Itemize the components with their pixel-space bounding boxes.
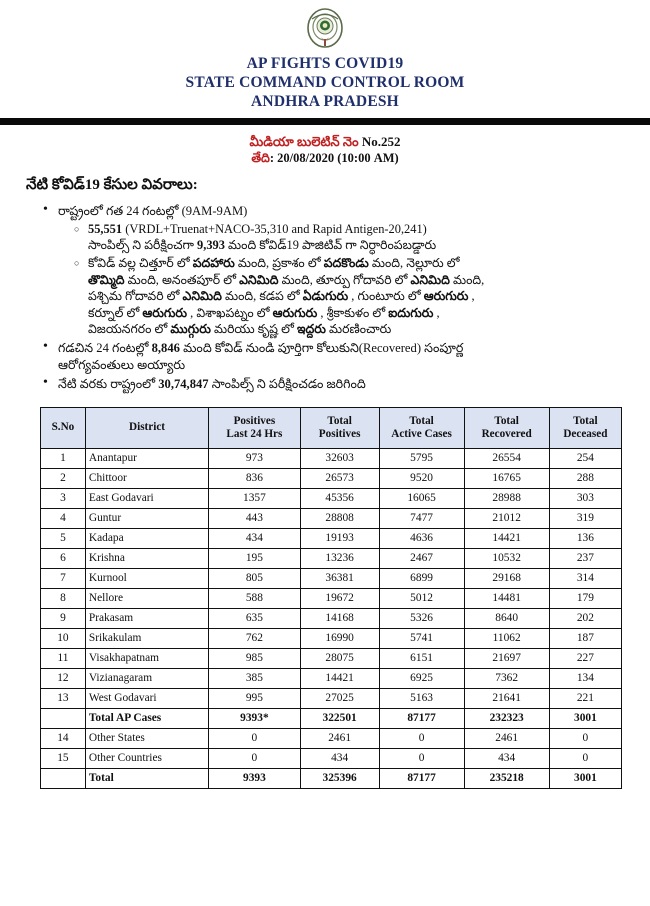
deaths-l5-b: మరియు కృష్ణ లో (213, 321, 294, 336)
cell-sno (41, 768, 86, 788)
deaths-l4-b: , విశాఖపట్నం లో (190, 305, 270, 320)
cell-total-deceased: 3001 (549, 768, 621, 788)
deaths-nellore: తొమ్మిది (88, 272, 125, 287)
deaths-srikakulam: ఐదుగురు (388, 305, 434, 320)
cell-positives-24hrs: 836 (209, 468, 300, 488)
bullet-item-total-samples (58, 376, 628, 393)
cell-total-deceased: 3001 (549, 708, 621, 728)
table-row (41, 588, 622, 608)
cell-total-active: 5741 (379, 628, 464, 648)
deaths-l2-a: మంది, అనంతపూర్ లో (127, 272, 236, 287)
cell-sno: 4 (41, 508, 86, 528)
cell-sno: 14 (41, 728, 86, 748)
cell-total-positives: 2461 (300, 728, 379, 748)
bulletin-number: No.252 (361, 134, 401, 149)
cell-positives-24hrs: 1357 (209, 488, 300, 508)
cell-total-deceased: 227 (549, 648, 621, 668)
recovered-count: 8,846 (151, 341, 180, 356)
cell-total-deceased: 288 (549, 468, 621, 488)
table-header-row (41, 407, 622, 448)
header-line-2: STATE COMMAND CONTROL ROOM (185, 74, 465, 91)
cell-district: Kurnool (85, 568, 208, 588)
bulletin-number-line (0, 133, 650, 150)
cell-total-active: 4636 (379, 528, 464, 548)
deaths-vizianagaram: ముగ్గురు (170, 321, 211, 336)
cell-total-positives: 19672 (300, 588, 379, 608)
cell-total-positives: 36381 (300, 568, 379, 588)
total-samples-b: సాంపిల్స్ ని పరీక్షించడం జరిగింది (211, 377, 366, 392)
positive-count: 9,393 (197, 237, 225, 252)
cell-total-active: 16065 (379, 488, 464, 508)
bulletin-date-line (0, 150, 650, 167)
bulletin-date-colon: : (269, 151, 278, 165)
deaths-l3-d: , (471, 289, 475, 304)
cell-district: Nellore (85, 588, 208, 608)
cell-total-deceased: 221 (549, 688, 621, 708)
cell-total-active: 7477 (379, 508, 464, 528)
cell-positives-24hrs: 9393 (209, 768, 300, 788)
cell-total-recovered: 11062 (464, 628, 549, 648)
cell-total-active: 5163 (379, 688, 464, 708)
col-header-total-recovered (464, 407, 549, 448)
andhra-pradesh-state-emblem-icon (302, 6, 348, 52)
cell-district: Visakhapatnam (85, 648, 208, 668)
col-header-total-recovered-l1: Total (494, 414, 519, 427)
sub-bullet-deaths-by-district (88, 255, 628, 337)
cell-positives-24hrs: 434 (209, 528, 300, 548)
deaths-west-godavari: ఎనిమిది (182, 289, 222, 304)
bulletin-label: మీడియా బులెటిన్ నెం (249, 134, 359, 149)
cell-sno: 6 (41, 548, 86, 568)
cell-total-positives: 27025 (300, 688, 379, 708)
header-line-1: AP FIGHTS COVID19 (246, 55, 404, 72)
table-head (41, 407, 622, 448)
bullet-item-24hrs (58, 203, 628, 337)
deaths-east-godavari: ఎనిమిది (410, 272, 450, 287)
header-line-3: ANDHRA PRADESH (251, 93, 399, 110)
table-row (41, 488, 622, 508)
col-header-total-positives (300, 407, 379, 448)
col-header-positives-24hrs (209, 407, 300, 448)
district-table-container (0, 407, 650, 789)
cell-total-positives: 14421 (300, 668, 379, 688)
deaths-chittoor: పదహారు (192, 256, 235, 271)
cell-total-recovered: 14481 (464, 588, 549, 608)
cell-total-recovered: 434 (464, 748, 549, 768)
cell-total-positives: 28075 (300, 648, 379, 668)
district-covid-table (40, 407, 622, 789)
cell-positives-24hrs: 985 (209, 648, 300, 668)
col-header-total-positives-l1: Total (327, 414, 352, 427)
cell-total-active: 5795 (379, 448, 464, 468)
cell-total-recovered: 232323 (464, 708, 549, 728)
cell-sno: 10 (41, 628, 86, 648)
cell-total-positives: 19193 (300, 528, 379, 548)
cell-total-active: 9520 (379, 468, 464, 488)
cell-total-positives: 32603 (300, 448, 379, 468)
col-header-total-active-l2: Active Cases (391, 427, 452, 440)
bulletin-info (0, 133, 650, 167)
cell-total-recovered: 21012 (464, 508, 549, 528)
deaths-guntur: ఆరుగురు (423, 289, 469, 304)
cell-total-deceased: 202 (549, 608, 621, 628)
cell-total-recovered: 235218 (464, 768, 549, 788)
bullet-list-level-2 (58, 221, 628, 338)
cell-positives-24hrs: 0 (209, 728, 300, 748)
cell-total-recovered: 10532 (464, 548, 549, 568)
cell-total-active: 0 (379, 728, 464, 748)
cell-total-recovered: 7362 (464, 668, 549, 688)
cell-total-active: 87177 (379, 768, 464, 788)
cell-sno: 12 (41, 668, 86, 688)
col-header-total-deceased (549, 407, 621, 448)
col-header-total-recovered-l2: Recovered (481, 427, 532, 440)
cell-sno: 3 (41, 488, 86, 508)
body-content (0, 167, 650, 393)
deaths-l5-a: విజయనగరం లో (88, 321, 168, 336)
cell-total-active: 2467 (379, 548, 464, 568)
col-header-district: District (85, 407, 208, 448)
cell-positives-24hrs: 805 (209, 568, 300, 588)
table-row (41, 688, 622, 708)
cell-district: Other Countries (85, 748, 208, 768)
bullet-list-level-1 (26, 203, 628, 337)
bullet-24hrs-text: • రాష్ట్రంలో గత 24 గంటల్లో (9AM-9AM) (58, 204, 248, 218)
cell-district: Total (85, 768, 208, 788)
samples-breakdown: (VRDL+Truenat+NACO-35,310 and Rapid Antigen-20,241) (125, 221, 427, 236)
cell-total-deceased: 319 (549, 508, 621, 528)
page-header (0, 0, 650, 125)
cell-total-deceased: 187 (549, 628, 621, 648)
cell-sno: 15 (41, 748, 86, 768)
cell-total-deceased: 0 (549, 728, 621, 748)
cell-sno: 2 (41, 468, 86, 488)
deaths-visakhapatnam: ఆరుగురు (272, 305, 318, 320)
deaths-l4-a: కర్నూల్ లో (88, 305, 140, 320)
cell-total-deceased: 0 (549, 748, 621, 768)
samples-tested-count: 55,551 (88, 221, 123, 236)
cell-sno: 7 (41, 568, 86, 588)
cell-positives-24hrs: 385 (209, 668, 300, 688)
table-row (41, 668, 622, 688)
table-row (41, 528, 622, 548)
total-samples-count: 30,74,847 (158, 377, 209, 392)
samples-line2-b: మంది కోవిడ్19 పాజిటివ్ గా నిర్ధారింపబడ్డారు (228, 237, 437, 252)
cell-total-deceased: 254 (549, 448, 621, 468)
deaths-l1-b: మంది, ప్రకాశం లో (237, 256, 321, 271)
table-row (41, 468, 622, 488)
cell-sno: 8 (41, 588, 86, 608)
cell-sno: 13 (41, 688, 86, 708)
cell-total-positives: 14168 (300, 608, 379, 628)
cell-total-recovered: 21641 (464, 688, 549, 708)
cell-district: Total AP Cases (85, 708, 208, 728)
cell-district: Vizianagaram (85, 668, 208, 688)
cell-positives-24hrs: 0 (209, 748, 300, 768)
cell-total-active: 6151 (379, 648, 464, 668)
cell-positives-24hrs: 9393* (209, 708, 300, 728)
table-body (41, 448, 622, 788)
col-header-sno: S.No (41, 407, 86, 448)
cell-sno: 5 (41, 528, 86, 548)
table-row (41, 448, 622, 468)
deaths-prakasam: పదకొండు (323, 256, 369, 271)
col-header-total-positives-l2: Positives (318, 427, 361, 440)
table-row (41, 608, 622, 628)
deaths-l3-b: మంది, కడప లో (225, 289, 300, 304)
deaths-l1-a: కోవిడ్ వల్ల చిత్తూర్ లో (88, 256, 190, 271)
bullet-item-recovered (58, 340, 628, 373)
cell-total-recovered: 28988 (464, 488, 549, 508)
cell-positives-24hrs: 762 (209, 628, 300, 648)
cell-total-positives: 434 (300, 748, 379, 768)
cell-total-deceased: 134 (549, 668, 621, 688)
cell-total-positives: 322501 (300, 708, 379, 728)
col-header-total-deceased-l1: Total (573, 414, 598, 427)
total-samples-a: నేటి వరకు రాష్ట్రంలో (58, 377, 156, 392)
cell-sno: 9 (41, 608, 86, 628)
col-header-total-active-l1: Total (409, 414, 434, 427)
recovered-c: ఆరోగ్యవంతులు అయ్యారు (58, 357, 186, 372)
cell-district: Guntur (85, 508, 208, 528)
recovered-b: మంది కోవిడ్ నుండి పూర్తిగా కోలుకుని(Recovered) సంపూర్ణ (183, 341, 464, 356)
cell-district: West Godavari (85, 688, 208, 708)
cell-total-positives: 28808 (300, 508, 379, 528)
deaths-l5-c: మరణించారు (329, 321, 392, 336)
table-total-row (41, 768, 622, 788)
cell-positives-24hrs: 995 (209, 688, 300, 708)
table-row (41, 548, 622, 568)
cell-total-deceased: 179 (549, 588, 621, 608)
deaths-krishna: ఇద్దరు (296, 321, 326, 336)
cell-total-active: 5012 (379, 588, 464, 608)
cell-sno: 11 (41, 648, 86, 668)
col-header-total-active (379, 407, 464, 448)
deaths-kurnool: ఆరుగురు (142, 305, 188, 320)
cell-total-deceased: 237 (549, 548, 621, 568)
col-header-positives-24hrs-l2: Last 24 Hrs (226, 427, 283, 440)
cell-total-deceased: 136 (549, 528, 621, 548)
cell-total-positives: 325396 (300, 768, 379, 788)
deaths-anantapur: ఎనిమిది (239, 272, 279, 287)
cell-total-recovered: 2461 (464, 728, 549, 748)
cell-total-positives: 16990 (300, 628, 379, 648)
cell-total-positives: 13236 (300, 548, 379, 568)
cell-positives-24hrs: 973 (209, 448, 300, 468)
cell-district: Other States (85, 728, 208, 748)
cell-total-active: 6925 (379, 668, 464, 688)
cell-district: Krishna (85, 548, 208, 568)
bulletin-date-value: 20/08/2020 (10:00 AM) (277, 151, 399, 165)
recovered-a: గడచిన 24 గంటల్లో (58, 341, 149, 356)
deaths-l3-c: , గుంటూరు లో (351, 289, 421, 304)
cell-total-recovered: 29168 (464, 568, 549, 588)
table-row (41, 508, 622, 528)
cell-district: Anantapur (85, 448, 208, 468)
col-header-positives-24hrs-l1: Positives (233, 414, 276, 427)
deaths-l1-c: మంది, నెల్లూరు లో (371, 256, 460, 271)
table-row (41, 728, 622, 748)
cell-total-recovered: 8640 (464, 608, 549, 628)
cell-total-positives: 45356 (300, 488, 379, 508)
table-row (41, 568, 622, 588)
cell-sno (41, 708, 86, 728)
cell-total-recovered: 26554 (464, 448, 549, 468)
cell-total-deceased: 314 (549, 568, 621, 588)
cell-district: East Godavari (85, 488, 208, 508)
deaths-l4-c: , శ్రీకాకుళం లో (320, 305, 386, 320)
cell-district: Srikakulam (85, 628, 208, 648)
cell-total-recovered: 14421 (464, 528, 549, 548)
header-divider (0, 118, 650, 125)
cell-sno: 1 (41, 448, 86, 468)
cell-district: Chittoor (85, 468, 208, 488)
cell-district: Prakasam (85, 608, 208, 628)
cell-total-active: 5326 (379, 608, 464, 628)
deaths-l3-a: పశ్చిమ గోదావరి లో (88, 289, 180, 304)
table-row (41, 628, 622, 648)
bullet-list-summary (26, 340, 628, 393)
table-total-row (41, 708, 622, 728)
table-row (41, 748, 622, 768)
cell-positives-24hrs: 195 (209, 548, 300, 568)
cell-total-active: 0 (379, 748, 464, 768)
section-title: నేటి కోవిడ్19 కేసుల వివరాలు: (26, 177, 198, 193)
cell-total-active: 87177 (379, 708, 464, 728)
cell-positives-24hrs: 635 (209, 608, 300, 628)
cell-total-recovered: 16765 (464, 468, 549, 488)
cell-total-active: 6899 (379, 568, 464, 588)
cell-total-deceased: 303 (549, 488, 621, 508)
deaths-l2-c: మంది, (453, 272, 485, 287)
cell-total-positives: 26573 (300, 468, 379, 488)
samples-line2-a: సాంపిల్స్ ని పరీక్షించగా (88, 237, 194, 252)
cell-total-recovered: 21697 (464, 648, 549, 668)
bulletin-date-label: తేది (251, 151, 270, 165)
cell-positives-24hrs: 588 (209, 588, 300, 608)
col-header-total-deceased-l2: Deceased (563, 427, 608, 440)
cell-positives-24hrs: 443 (209, 508, 300, 528)
sub-bullet-samples-tested (88, 221, 628, 254)
deaths-l4-d: , (436, 305, 440, 320)
deaths-l2-b: మంది, తూర్పు గోదావరి లో (281, 272, 408, 287)
cell-district: Kadapa (85, 528, 208, 548)
deaths-kadapa: ఏడుగురు (302, 289, 349, 304)
table-row (41, 648, 622, 668)
